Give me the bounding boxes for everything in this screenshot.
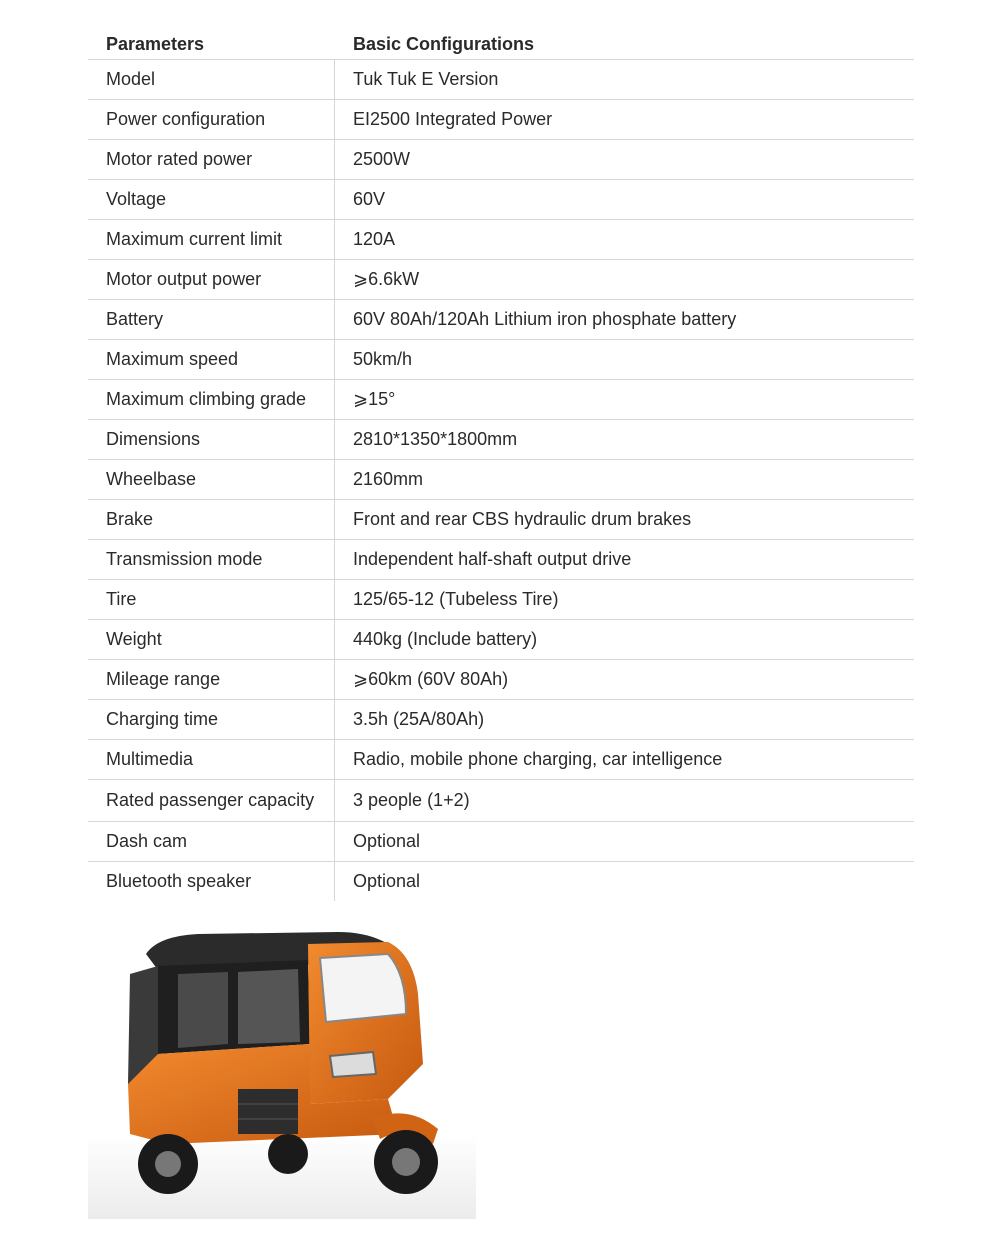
value-cell: EI2500 Integrated Power xyxy=(353,109,553,129)
param-cell: Wheelbase xyxy=(88,460,335,499)
param-cell: Multimedia xyxy=(88,740,335,779)
param-cell: Brake xyxy=(88,500,335,539)
table-row xyxy=(88,862,914,901)
table-row xyxy=(88,460,914,500)
param-cell: Bluetooth speaker xyxy=(88,862,335,901)
table-row xyxy=(88,220,914,260)
param-cell: Charging time xyxy=(88,700,335,739)
value-cell: Optional xyxy=(353,871,421,891)
table-row xyxy=(88,300,914,340)
table-row xyxy=(88,340,914,380)
param-cell: Maximum climbing grade xyxy=(88,380,335,419)
param-cell: Rated passenger capacity xyxy=(88,780,335,821)
value-cell: 60V xyxy=(353,189,386,209)
param-cell: Power configuration xyxy=(88,100,335,139)
param-cell: Dimensions xyxy=(88,420,335,459)
value-cell: Optional xyxy=(353,831,421,851)
param-cell: Mileage range xyxy=(88,660,335,699)
param-cell: Voltage xyxy=(88,180,335,219)
table-row xyxy=(88,620,914,660)
table-row xyxy=(88,60,914,100)
table-row xyxy=(88,660,914,700)
value-cell: 2810*1350*1800mm xyxy=(353,429,518,449)
param-cell: Maximum current limit xyxy=(88,220,335,259)
table-row xyxy=(88,260,914,300)
table-header-row xyxy=(88,14,914,60)
value-cell: 2500W xyxy=(353,149,411,169)
value-cell: ⩾6.6kW xyxy=(353,269,420,289)
value-cell: ⩾15° xyxy=(353,389,396,409)
value-cell: 50km/h xyxy=(353,349,413,369)
table-row xyxy=(88,740,914,780)
value-cell: Radio, mobile phone charging, car intelligence xyxy=(353,749,723,769)
table-row xyxy=(88,380,914,420)
param-cell: Motor rated power xyxy=(88,140,335,179)
value-cell: 3.5h (25A/80Ah) xyxy=(353,709,485,729)
param-cell: Model xyxy=(88,60,335,99)
spec-table xyxy=(88,14,914,901)
table-row xyxy=(88,140,914,180)
value-cell: 125/65-12 (Tubeless Tire) xyxy=(353,589,559,609)
table-row xyxy=(88,700,914,740)
auto-rickshaw-icon xyxy=(88,914,476,1219)
table-row xyxy=(88,822,914,862)
value-cell: ⩾60km (60V 80Ah) xyxy=(353,669,509,689)
table-row xyxy=(88,180,914,220)
table-row xyxy=(88,540,914,580)
value-cell: 2160mm xyxy=(353,469,424,489)
param-cell: Tire xyxy=(88,580,335,619)
param-cell: Weight xyxy=(88,620,335,659)
table-row xyxy=(88,420,914,460)
header-basic-configurations: Basic Configurations xyxy=(353,34,535,54)
value-cell: 120A xyxy=(353,229,396,249)
param-cell: Motor output power xyxy=(88,260,335,299)
table-row xyxy=(88,580,914,620)
value-cell: 60V 80Ah/120Ah Lithium iron phosphate battery xyxy=(353,309,737,329)
value-cell: Independent half-shaft output drive xyxy=(353,549,632,569)
value-cell: 3 people (1+2) xyxy=(353,790,470,810)
table-row xyxy=(88,500,914,540)
param-cell: Dash cam xyxy=(88,822,335,861)
param-cell: Battery xyxy=(88,300,335,339)
param-cell: Transmission mode xyxy=(88,540,335,579)
value-cell: Front and rear CBS hydraulic drum brakes xyxy=(353,509,692,529)
table-row xyxy=(88,100,914,140)
table-row xyxy=(88,780,914,822)
header-parameters: Parameters xyxy=(106,34,205,54)
value-cell: 440kg (Include battery) xyxy=(353,629,538,649)
param-cell: Maximum speed xyxy=(88,340,335,379)
value-cell: Tuk Tuk E Version xyxy=(353,69,499,89)
